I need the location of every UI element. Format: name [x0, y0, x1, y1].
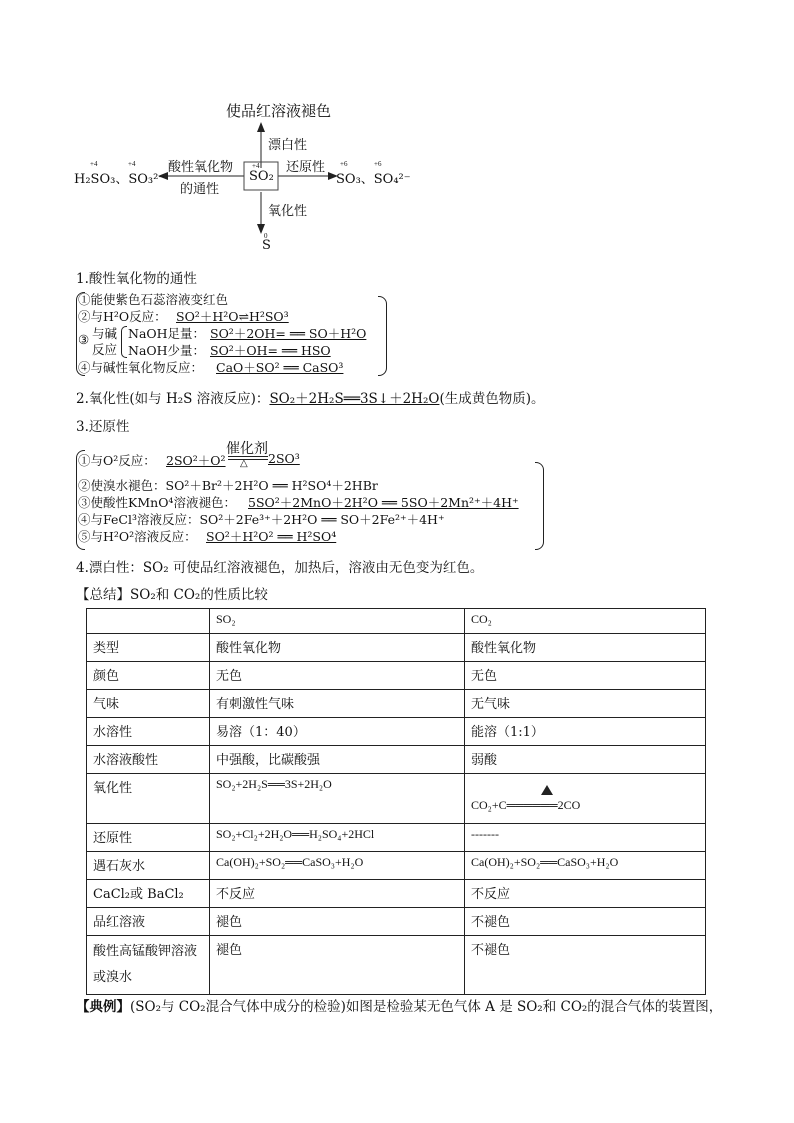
table-header-row: [87, 609, 706, 634]
s1-line1: ①能使紫色石蕊溶液变红色: [78, 292, 229, 307]
s1-naoh-excess: NaOH足量：: [128, 326, 206, 341]
table-cell: 褪色: [210, 936, 465, 995]
diagram-left-species: H₂SO₃、SO₃²⁻: [74, 172, 166, 187]
section2: [76, 387, 544, 407]
heat-triangle-icon: [471, 784, 699, 798]
diagram-bottom: S: [262, 238, 271, 253]
table-cell: 酸性高锰酸钾溶液或溴水: [87, 936, 210, 995]
diagram-bleach: 漂白性: [268, 138, 308, 153]
s1-naoh-less: NaOH少量：: [128, 343, 206, 358]
table-row: [87, 746, 706, 774]
section4: 4.漂白性：SO₂ 可使品红溶液褪色，加热后，溶液由无色变为红色。: [76, 560, 484, 576]
comparison-table: [86, 608, 706, 995]
diagram-arrows: [60, 120, 420, 260]
ox-plus4b: +4: [128, 160, 136, 168]
s2-text: 2.氧化性(如与 H₂S 溶液反应)：: [76, 391, 270, 407]
ox-plus4a: +4: [90, 160, 98, 168]
table-row: [87, 774, 706, 824]
table-row: [87, 662, 706, 690]
s3-line1-eq: 2SO²＋O²: [166, 453, 226, 468]
diagram-left-label1: 酸性氧化物: [168, 160, 234, 175]
table-cell: 能溶（1:1）: [465, 718, 706, 746]
table-cell: SO₂+2H₂S══3S+2H₂O: [210, 774, 465, 824]
table-row: [87, 908, 706, 936]
table-cell: 不褪色: [465, 936, 706, 995]
table-cell: 氧化性: [87, 774, 210, 824]
table-cell: 易溶（1：40）: [210, 718, 465, 746]
table-cell: Ca(OH)₂+SO₂══CaSO₃+H₂O: [210, 852, 465, 880]
s1-line2-label: ②与H²O反应：: [78, 309, 167, 324]
s1-line3-base: 与碱: [92, 326, 118, 341]
diagram-oxid: 氧化性: [268, 204, 308, 219]
table-cell: 酸性氧化物: [465, 634, 706, 662]
s3-line2: ②使溴水褪色：SO²＋Br²＋2H²O ══ H²SO⁴＋2HBr: [78, 478, 378, 493]
diagram-center: SO₂: [249, 169, 274, 184]
table-cell: 不反应: [210, 880, 465, 908]
table-row: [87, 690, 706, 718]
s3-line4: ④与FeCl³溶液反应：SO²＋2Fe³⁺＋2H²O ══ SO＋2Fe²⁺＋4H⁺: [78, 512, 445, 527]
s1-right-brace: [378, 296, 387, 376]
s3-line1-label: ①与O²反应：: [78, 453, 156, 468]
s1-naoh-excess-eq: SO²＋2OH= ══ SO＋H²O: [210, 326, 367, 341]
s3-line3-eq: 5SO²＋2MnO＋2H²O ══ 5SO＋2Mn²⁺＋4H⁺: [248, 495, 519, 510]
s3-line5-eq: SO²＋H²O² ══ H²SO⁴: [206, 529, 337, 544]
summary-title: 【总结】SO₂和 CO₂的性质比较: [76, 587, 268, 603]
table-header-cell: SO₂: [210, 609, 465, 634]
section3-title: 3.还原性: [76, 419, 130, 435]
table-header-cell: [87, 609, 210, 634]
diagram-right-species: SO₃、SO₄²⁻: [336, 172, 411, 187]
table-cell: 还原性: [87, 824, 210, 852]
table-cell: -------: [465, 824, 706, 852]
s2-tail: (生成黄色物质)。: [439, 391, 545, 407]
s3-right-brace: [535, 462, 544, 550]
diagram-left-label2: 的通性: [180, 182, 220, 197]
s3-line3-label: ③使酸性KMnO⁴溶液褪色：: [78, 495, 236, 510]
table-cell: 不反应: [465, 880, 706, 908]
table-cell-co2-oxid: [465, 774, 706, 824]
table-cell: 无色: [465, 662, 706, 690]
example-paragraph: [76, 995, 722, 1015]
co2-oxid-eq: CO₂+C══════2CO: [471, 798, 581, 812]
s1-line4-eq: CaO＋SO² ══ CaSO³: [216, 360, 344, 375]
s3-line5-label: ⑤与H²O²溶液反应：: [78, 529, 197, 544]
table-cell: 不褪色: [465, 908, 706, 936]
s1-naoh-less-eq: SO²＋OH= ══ HSO: [210, 343, 331, 358]
s3-heat-symbol: △: [240, 458, 248, 469]
table-row: [87, 880, 706, 908]
table-row: [87, 718, 706, 746]
table-cell: 遇石灰水: [87, 852, 210, 880]
ox-plus4c: +4: [252, 162, 260, 170]
s1-line2-eq: SO²＋H²O⇌H²SO³: [176, 309, 289, 324]
table-cell: 有刺激性气味: [210, 690, 465, 718]
table-cell: 颜色: [87, 662, 210, 690]
example-label: 【典例】: [76, 999, 130, 1015]
s1-inner-brace: [121, 326, 127, 358]
table-cell: 气味: [87, 690, 210, 718]
ox-zero: 0: [264, 232, 268, 240]
table-cell: 中强酸，比碳酸强: [210, 746, 465, 774]
s1-line4-label: ④与碱性氧化物反应：: [78, 360, 204, 375]
s1-line3-react: 反应: [92, 342, 118, 357]
table-header-cell: CO₂: [465, 609, 706, 634]
table-cell: 水溶性: [87, 718, 210, 746]
table-cell: Ca(OH)₂+SO₂══CaSO₃+H₂O: [465, 852, 706, 880]
s3-line1-product: 2SO³: [268, 451, 300, 466]
table-cell: CaCl₂或 BaCl₂: [87, 880, 210, 908]
table-cell: 酸性氧化物: [210, 634, 465, 662]
table-cell: 水溶液酸性: [87, 746, 210, 774]
table-row: [87, 936, 706, 995]
s2-eq: SO₂＋2H₂S══3S↓＋2H₂O: [269, 391, 440, 407]
s1-line3-num: ③: [78, 332, 90, 347]
table-row: [87, 634, 706, 662]
diagram-reduce: 还原性: [286, 160, 326, 175]
table-cell: 弱酸: [465, 746, 706, 774]
table-cell: 无气味: [465, 690, 706, 718]
table-cell: 品红溶液: [87, 908, 210, 936]
table-cell: SO₂+Cl₂+2H₂O══H₂SO₄+2HCl: [210, 824, 465, 852]
ox-plus6a: +6: [340, 160, 348, 168]
section1-title: 1.酸性氧化物的通性: [76, 271, 197, 287]
table-cell: 类型: [87, 634, 210, 662]
ox-plus6b: +6: [374, 160, 382, 168]
diagram-top-label: 使品红溶液褪色: [226, 102, 332, 120]
s3-eq-arrow: [228, 456, 268, 460]
example-text: (SO₂与 CO₂混合气体中成分的检验)如图是检验某无色气体 A 是 SO₂和 CO₂的混合气体的装置图，: [130, 999, 723, 1015]
table-row: [87, 852, 706, 880]
table-row: [87, 824, 706, 852]
table-cell: 褪色: [210, 908, 465, 936]
table-cell: 无色: [210, 662, 465, 690]
s3-catalyst: 催化剂: [226, 441, 268, 457]
